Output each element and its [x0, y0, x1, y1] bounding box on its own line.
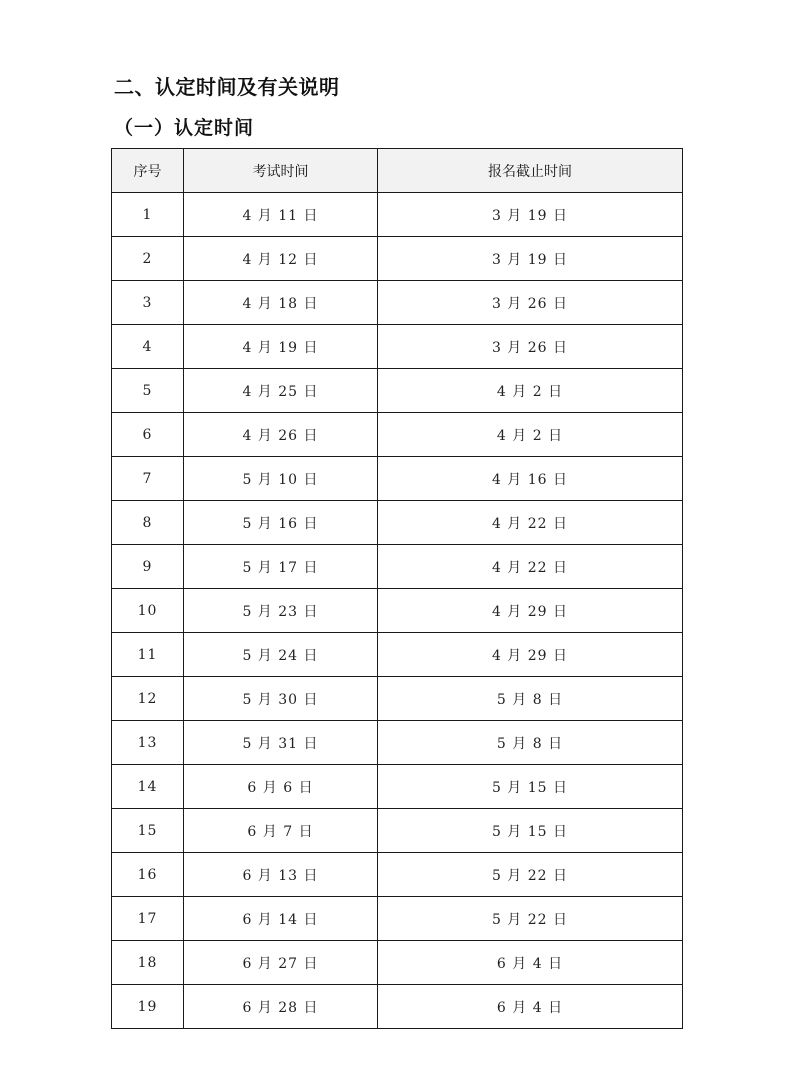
- exam-date-cell: 4 月 26 日: [184, 413, 378, 457]
- row-index-cell: 6: [112, 413, 184, 457]
- table-row: [112, 501, 683, 545]
- table-row: [112, 985, 683, 1029]
- row-index-cell: 5: [112, 369, 184, 413]
- table-row: [112, 545, 683, 589]
- table-row: [112, 853, 683, 897]
- exam-date-cell: 4 月 11 日: [184, 193, 378, 237]
- exam-date-cell: 4 月 19 日: [184, 325, 378, 369]
- exam-date-cell: 5 月 30 日: [184, 677, 378, 721]
- exam-date-cell: 6 月 7 日: [184, 809, 378, 853]
- table-row: [112, 897, 683, 941]
- row-index-cell: 3: [112, 281, 184, 325]
- table-row: [112, 941, 683, 985]
- row-index-cell: 2: [112, 237, 184, 281]
- section-title: 二、认定时间及有关说明: [114, 75, 340, 99]
- table-row: [112, 633, 683, 677]
- exam-date-cell: 5 月 10 日: [184, 457, 378, 501]
- row-index-cell: 11: [112, 633, 184, 677]
- exam-date-cell: 6 月 14 日: [184, 897, 378, 941]
- deadline-cell: 6 月 4 日: [378, 985, 683, 1029]
- deadline-cell: 5 月 22 日: [378, 853, 683, 897]
- table-row: [112, 369, 683, 413]
- row-index-cell: 15: [112, 809, 184, 853]
- deadline-cell: 4 月 22 日: [378, 501, 683, 545]
- table-row: [112, 413, 683, 457]
- table-row: [112, 765, 683, 809]
- header-deadline: 报名截止时间: [378, 149, 683, 193]
- table-row: [112, 589, 683, 633]
- deadline-cell: 3 月 26 日: [378, 281, 683, 325]
- exam-date-cell: 6 月 6 日: [184, 765, 378, 809]
- deadline-cell: 5 月 15 日: [378, 765, 683, 809]
- deadline-cell: 4 月 29 日: [378, 633, 683, 677]
- header-row: [112, 149, 683, 193]
- row-index-cell: 1: [112, 193, 184, 237]
- deadline-cell: 6 月 4 日: [378, 941, 683, 985]
- exam-date-cell: 4 月 18 日: [184, 281, 378, 325]
- deadline-cell: 3 月 26 日: [378, 325, 683, 369]
- deadline-cell: 4 月 16 日: [378, 457, 683, 501]
- table-row: [112, 325, 683, 369]
- row-index-cell: 10: [112, 589, 184, 633]
- table-body: [112, 193, 683, 1029]
- deadline-cell: 3 月 19 日: [378, 237, 683, 281]
- exam-date-cell: 5 月 31 日: [184, 721, 378, 765]
- row-index-cell: 8: [112, 501, 184, 545]
- row-index-cell: 4: [112, 325, 184, 369]
- row-index-cell: 19: [112, 985, 184, 1029]
- exam-date-cell: 4 月 12 日: [184, 237, 378, 281]
- header-index: 序号: [112, 149, 184, 193]
- row-index-cell: 7: [112, 457, 184, 501]
- row-index-cell: 12: [112, 677, 184, 721]
- table-row: [112, 457, 683, 501]
- subsection-title: （一）认定时间: [114, 117, 255, 139]
- table-row: [112, 193, 683, 237]
- table-row: [112, 809, 683, 853]
- exam-date-cell: 5 月 16 日: [184, 501, 378, 545]
- row-index-cell: 16: [112, 853, 184, 897]
- deadline-cell: 5 月 8 日: [378, 721, 683, 765]
- header-exam-date: 考试时间: [184, 149, 378, 193]
- deadline-cell: 5 月 22 日: [378, 897, 683, 941]
- row-index-cell: 18: [112, 941, 184, 985]
- exam-date-cell: 4 月 25 日: [184, 369, 378, 413]
- deadline-cell: 4 月 2 日: [378, 369, 683, 413]
- deadline-cell: 3 月 19 日: [378, 193, 683, 237]
- exam-date-cell: 5 月 17 日: [184, 545, 378, 589]
- exam-date-cell: 6 月 28 日: [184, 985, 378, 1029]
- deadline-cell: 4 月 22 日: [378, 545, 683, 589]
- schedule-table: [111, 148, 683, 1029]
- table-row: [112, 281, 683, 325]
- table-row: [112, 677, 683, 721]
- row-index-cell: 13: [112, 721, 184, 765]
- table-row: [112, 237, 683, 281]
- deadline-cell: 4 月 29 日: [378, 589, 683, 633]
- deadline-cell: 5 月 8 日: [378, 677, 683, 721]
- exam-date-cell: 5 月 24 日: [184, 633, 378, 677]
- exam-date-cell: 6 月 27 日: [184, 941, 378, 985]
- deadline-cell: 4 月 2 日: [378, 413, 683, 457]
- exam-date-cell: 6 月 13 日: [184, 853, 378, 897]
- exam-date-cell: 5 月 23 日: [184, 589, 378, 633]
- table-row: [112, 721, 683, 765]
- row-index-cell: 9: [112, 545, 184, 589]
- row-index-cell: 14: [112, 765, 184, 809]
- row-index-cell: 17: [112, 897, 184, 941]
- deadline-cell: 5 月 15 日: [378, 809, 683, 853]
- table-header: [112, 149, 683, 193]
